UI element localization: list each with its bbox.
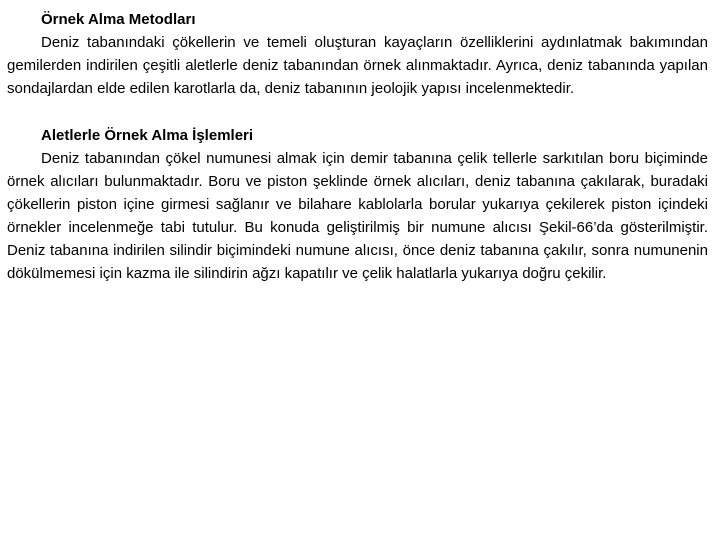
- section-paragraph: Deniz tabanından çökel numunesi almak için demir tabanına çelik tellerle sarkıtılan boru biçiminde örnek alıcıları bulunmaktadır. Boru ve piston şeklinde örnek alıcıları, deniz tabanına çakılarak, buradaki çökellerin piston içine girmesi sağlanır ve bilahare kablolarla borular yukarıya çekilerek piston içindeki örnekler incelenmeğe tabi tutulur. Bu konuda geliştirilmiş bir numune alıcısı Şekil-66’da gösterilmiştir. Deniz tabanına indirilen silindir biçimindeki numune alıcısı, önce deniz tabanına çakılır, sonra numunenin dökülmemesi için kazma ile silindirin ağzı kapatılır ve çelik halatlarla yukarıya doğru çekilir.: [7, 150, 708, 282]
- document-page: [7, 8, 708, 285]
- section-sampling-methods: [7, 8, 708, 100]
- section-paragraph: Deniz tabanındaki çökellerin ve temeli oluşturan kayaçların özelliklerini aydınlatmak bakımından gemilerden indirilen çeşitli aletlerle deniz tabanından örnek alınmaktadır. Ayrıca, deniz tabanında yapılan sondajlardan elde edilen karotlarla da, deniz tabanının jeolojik yapısı incelenmektedir.: [7, 34, 708, 97]
- section-heading: Aletlerle Örnek Alma İşlemleri: [41, 127, 254, 144]
- section-tool-sampling: [7, 124, 708, 285]
- section-heading: Örnek Alma Metodları: [41, 11, 196, 28]
